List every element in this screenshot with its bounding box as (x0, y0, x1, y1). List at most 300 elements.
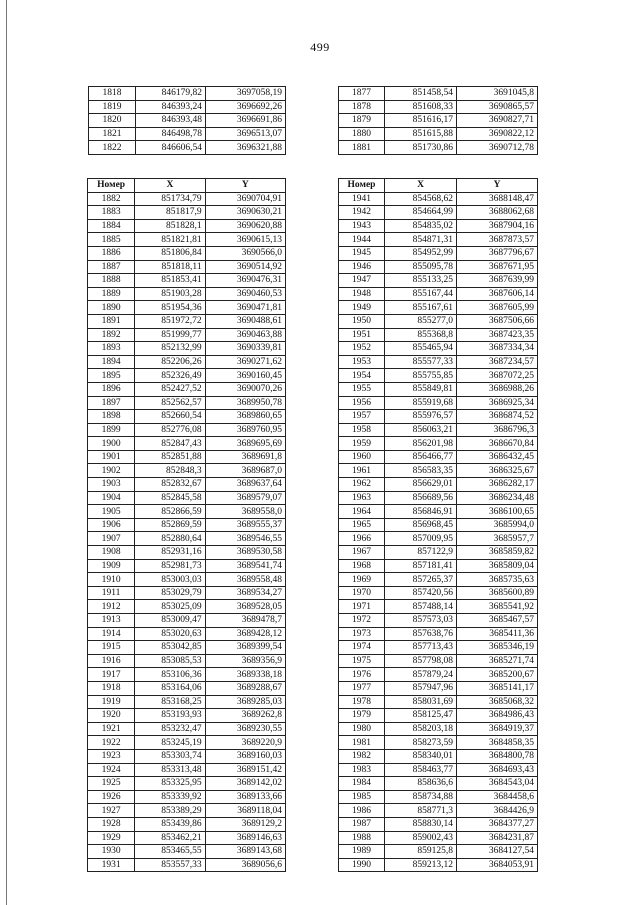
point-number: 1909 (88, 559, 135, 573)
point-number: 1986 (339, 804, 385, 818)
point-number: 1925 (88, 777, 135, 791)
x-coordinate: 855919,68 (385, 396, 457, 410)
x-coordinate: 855368,8 (385, 328, 457, 342)
table-row (339, 301, 538, 315)
x-coordinate: 851903,28 (135, 287, 205, 301)
y-coordinate: 3687234,57 (457, 355, 538, 369)
coordinates-table-right (338, 178, 538, 872)
y-coordinate: 3685346,19 (457, 641, 538, 655)
y-coordinate: 3686325,67 (457, 464, 538, 478)
x-coordinate: 846179,82 (136, 87, 206, 101)
y-coordinate: 3689288,67 (205, 681, 285, 695)
x-coordinate: 853193,93 (135, 709, 205, 723)
x-coordinate: 853325,95 (135, 777, 205, 791)
table-row (339, 532, 538, 546)
y-coordinate: 3696321,88 (206, 141, 286, 155)
y-coordinate: 3689528,05 (205, 600, 285, 614)
point-number: 1943 (339, 219, 385, 233)
y-coordinate: 3689579,07 (205, 491, 285, 505)
table-row (88, 410, 286, 424)
table-row (88, 505, 286, 519)
x-coordinate: 852206,26 (135, 355, 205, 369)
point-number: 1893 (88, 342, 135, 356)
y-coordinate: 3686925,34 (457, 396, 538, 410)
x-coordinate: 855755,85 (385, 369, 457, 383)
x-coordinate: 853029,79 (135, 586, 205, 600)
point-number: 1971 (339, 600, 385, 614)
table-row (339, 709, 538, 723)
table-row (339, 114, 538, 128)
point-number: 1819 (89, 100, 136, 114)
point-number: 1902 (88, 464, 135, 478)
point-number: 1980 (339, 722, 385, 736)
point-number: 1983 (339, 763, 385, 777)
point-number: 1900 (88, 437, 135, 451)
y-coordinate: 3685809,04 (457, 559, 538, 573)
table-row (88, 450, 286, 464)
x-coordinate: 853389,29 (135, 804, 205, 818)
y-coordinate: 3687671,95 (457, 260, 538, 274)
y-coordinate: 3687796,67 (457, 246, 538, 260)
x-coordinate: 852562,57 (135, 396, 205, 410)
table-row (339, 573, 538, 587)
x-coordinate: 857798,08 (385, 654, 457, 668)
x-coordinate: 856201,98 (385, 437, 457, 451)
point-number: 1917 (88, 668, 135, 682)
table-row (88, 287, 286, 301)
x-coordinate: 852931,16 (135, 546, 205, 560)
x-coordinate: 855167,61 (385, 301, 457, 315)
header-y: Y (205, 179, 285, 193)
table-row (88, 695, 286, 709)
y-coordinate: 3689262,8 (205, 709, 285, 723)
point-number: 1952 (339, 342, 385, 356)
point-number: 1920 (88, 709, 135, 723)
point-number: 1945 (339, 246, 385, 260)
point-number: 1931 (88, 858, 135, 872)
x-coordinate: 857122,9 (385, 546, 457, 560)
y-coordinate: 3689687,0 (205, 464, 285, 478)
table-row (339, 100, 538, 114)
point-number: 1884 (88, 219, 135, 233)
table-row (88, 478, 286, 492)
x-coordinate: 858734,88 (385, 790, 457, 804)
y-coordinate: 3689950,78 (205, 396, 285, 410)
y-coordinate: 3689160,03 (205, 749, 285, 763)
point-number: 1916 (88, 654, 135, 668)
point-number: 1927 (88, 804, 135, 818)
y-coordinate: 3689399,54 (205, 641, 285, 655)
x-coordinate: 851615,88 (385, 127, 457, 141)
x-coordinate: 852847,43 (135, 437, 205, 451)
table-row (339, 614, 538, 628)
point-number: 1984 (339, 777, 385, 791)
y-coordinate: 3689555,37 (205, 518, 285, 532)
header-number: Номер (88, 179, 135, 193)
x-coordinate: 858636,6 (385, 777, 457, 791)
point-number: 1891 (88, 314, 135, 328)
x-coordinate: 853168,25 (135, 695, 205, 709)
table-row (88, 573, 286, 587)
y-coordinate: 3689133,66 (205, 790, 285, 804)
y-coordinate: 3689143,68 (205, 845, 285, 859)
table-row (339, 600, 538, 614)
point-number: 1904 (88, 491, 135, 505)
table-row (339, 287, 538, 301)
point-number: 1912 (88, 600, 135, 614)
y-coordinate: 3690460,53 (205, 287, 285, 301)
x-coordinate: 852851,88 (135, 450, 205, 464)
point-number: 1911 (88, 586, 135, 600)
point-number: 1879 (339, 114, 385, 128)
y-coordinate: 3686100,65 (457, 505, 538, 519)
x-coordinate: 855277,0 (385, 314, 457, 328)
table-row (339, 695, 538, 709)
x-coordinate: 852326,49 (135, 369, 205, 383)
x-coordinate: 857713,43 (385, 641, 457, 655)
y-coordinate: 3690620,88 (205, 219, 285, 233)
table-row (339, 777, 538, 791)
point-number: 1942 (339, 206, 385, 220)
y-coordinate: 3689285,03 (205, 695, 285, 709)
table-row (339, 396, 538, 410)
x-coordinate: 858125,47 (385, 709, 457, 723)
y-coordinate: 3690630,21 (205, 206, 285, 220)
table-row (339, 478, 538, 492)
point-number: 1946 (339, 260, 385, 274)
table-row (88, 342, 286, 356)
point-number: 1941 (339, 192, 385, 206)
x-coordinate: 851853,41 (135, 274, 205, 288)
x-coordinate: 855465,94 (385, 342, 457, 356)
y-coordinate: 3689118,04 (205, 804, 285, 818)
table-header-row (339, 179, 538, 193)
table-row (88, 233, 286, 247)
x-coordinate: 853106,36 (135, 668, 205, 682)
x-coordinate: 855095,78 (385, 260, 457, 274)
point-number: 1944 (339, 233, 385, 247)
point-number: 1914 (88, 627, 135, 641)
x-coordinate: 857265,37 (385, 573, 457, 587)
y-coordinate: 3696692,26 (206, 100, 286, 114)
y-coordinate: 3684919,37 (457, 722, 538, 736)
y-coordinate: 3689760,95 (205, 423, 285, 437)
x-coordinate: 857638,76 (385, 627, 457, 641)
x-coordinate: 852869,59 (135, 518, 205, 532)
point-number: 1881 (339, 141, 385, 155)
x-coordinate: 851608,33 (385, 100, 457, 114)
y-coordinate: 3685467,57 (457, 614, 538, 628)
table-row (88, 246, 286, 260)
x-coordinate: 851458,54 (385, 87, 457, 101)
x-coordinate: 854835,02 (385, 219, 457, 233)
table-row (339, 831, 538, 845)
table-row (89, 100, 286, 114)
x-coordinate: 851616,17 (385, 114, 457, 128)
y-coordinate: 3688148,47 (457, 192, 538, 206)
y-coordinate: 3689534,27 (205, 586, 285, 600)
y-coordinate: 3684543,04 (457, 777, 538, 791)
point-number: 1990 (339, 858, 385, 872)
table-row (88, 681, 286, 695)
table-row (339, 763, 538, 777)
table-row (339, 491, 538, 505)
y-coordinate: 3686282,17 (457, 478, 538, 492)
table-row (88, 546, 286, 560)
table-row (88, 559, 286, 573)
point-number: 1897 (88, 396, 135, 410)
table-row (88, 763, 286, 777)
x-coordinate: 852776,08 (135, 423, 205, 437)
point-number: 1924 (88, 763, 135, 777)
table-row (88, 790, 286, 804)
table-row (88, 736, 286, 750)
table-row (88, 260, 286, 274)
table-row (88, 749, 286, 763)
table-row (88, 206, 286, 220)
y-coordinate: 3684377,27 (457, 817, 538, 831)
point-number: 1948 (339, 287, 385, 301)
table-row (339, 518, 538, 532)
x-coordinate: 852880,64 (135, 532, 205, 546)
table-row (339, 736, 538, 750)
table-row (339, 355, 538, 369)
table-row (339, 654, 538, 668)
point-number: 1950 (339, 314, 385, 328)
x-coordinate: 857879,24 (385, 668, 457, 682)
y-coordinate: 3689338,18 (205, 668, 285, 682)
point-number: 1877 (339, 87, 385, 101)
x-coordinate: 851734,79 (135, 192, 205, 206)
table-row (339, 192, 538, 206)
x-coordinate: 854664,99 (385, 206, 457, 220)
table-row (88, 858, 286, 872)
y-coordinate: 3684693,43 (457, 763, 538, 777)
y-coordinate: 3690514,92 (205, 260, 285, 274)
table-row (88, 722, 286, 736)
point-number: 1977 (339, 681, 385, 695)
table-row (88, 654, 286, 668)
x-coordinate: 846498,78 (136, 127, 206, 141)
point-number: 1961 (339, 464, 385, 478)
point-number: 1885 (88, 233, 135, 247)
x-coordinate: 856629,01 (385, 478, 457, 492)
y-coordinate: 3687506,66 (457, 314, 538, 328)
x-coordinate: 851817,9 (135, 206, 205, 220)
point-number: 1890 (88, 301, 135, 315)
y-coordinate: 3687072,25 (457, 369, 538, 383)
x-coordinate: 856466,77 (385, 450, 457, 464)
point-number: 1889 (88, 287, 135, 301)
x-coordinate: 854871,31 (385, 233, 457, 247)
y-coordinate: 3690704,91 (205, 192, 285, 206)
y-coordinate: 3685994,0 (457, 518, 538, 532)
y-coordinate: 3689056,6 (205, 858, 285, 872)
point-number: 1969 (339, 573, 385, 587)
point-number: 1959 (339, 437, 385, 451)
point-number: 1976 (339, 668, 385, 682)
y-coordinate: 3689637,64 (205, 478, 285, 492)
table-row (339, 505, 538, 519)
header-number: Номер (339, 179, 385, 193)
point-number: 1923 (88, 749, 135, 763)
x-coordinate: 856968,45 (385, 518, 457, 532)
y-coordinate: 3689220,9 (205, 736, 285, 750)
x-coordinate: 851821,81 (135, 233, 205, 247)
point-number: 1982 (339, 749, 385, 763)
y-coordinate: 3690712,78 (457, 141, 538, 155)
table-row (89, 141, 286, 155)
table-row (339, 342, 538, 356)
y-coordinate: 3686432,45 (457, 450, 538, 464)
y-coordinate: 3690615,13 (205, 233, 285, 247)
table-row (339, 423, 538, 437)
y-coordinate: 3689546,55 (205, 532, 285, 546)
table-row (88, 614, 286, 628)
y-coordinate: 3689230,55 (205, 722, 285, 736)
point-number: 1962 (339, 478, 385, 492)
table-row (339, 314, 538, 328)
point-number: 1975 (339, 654, 385, 668)
x-coordinate: 852427,52 (135, 382, 205, 396)
y-coordinate: 3685735,63 (457, 573, 538, 587)
table-header-row (88, 179, 286, 193)
y-coordinate: 3687423,35 (457, 328, 538, 342)
x-coordinate: 858771,3 (385, 804, 457, 818)
x-coordinate: 855577,33 (385, 355, 457, 369)
x-coordinate: 846606,54 (136, 141, 206, 155)
table-row (339, 369, 538, 383)
table-row (339, 559, 538, 573)
y-coordinate: 3696513,07 (206, 127, 286, 141)
y-coordinate: 3689356,9 (205, 654, 285, 668)
table-row (339, 668, 538, 682)
point-number: 1930 (88, 845, 135, 859)
table-row (88, 845, 286, 859)
x-coordinate: 856846,91 (385, 505, 457, 519)
y-coordinate: 3690822,12 (457, 127, 538, 141)
y-coordinate: 3689695,69 (205, 437, 285, 451)
point-number: 1987 (339, 817, 385, 831)
y-coordinate: 3684458,6 (457, 790, 538, 804)
point-number: 1979 (339, 709, 385, 723)
y-coordinate: 3684231,87 (457, 831, 538, 845)
table-row (88, 369, 286, 383)
x-coordinate: 851828,1 (135, 219, 205, 233)
point-number: 1913 (88, 614, 135, 628)
x-coordinate: 858031,69 (385, 695, 457, 709)
table-row (339, 749, 538, 763)
table-row (88, 328, 286, 342)
y-coordinate: 3690070,26 (205, 382, 285, 396)
y-coordinate: 3685541,92 (457, 600, 538, 614)
table-row (339, 722, 538, 736)
y-coordinate: 3687334,34 (457, 342, 538, 356)
y-coordinate: 3684426,9 (457, 804, 538, 818)
point-number: 1915 (88, 641, 135, 655)
x-coordinate: 853313,48 (135, 763, 205, 777)
point-number: 1965 (339, 518, 385, 532)
point-number: 1878 (339, 100, 385, 114)
point-number: 1963 (339, 491, 385, 505)
y-coordinate: 3688062,68 (457, 206, 538, 220)
table-row (339, 274, 538, 288)
table-row (339, 233, 538, 247)
table-row (339, 382, 538, 396)
point-number: 1957 (339, 410, 385, 424)
y-coordinate: 3697058,19 (206, 87, 286, 101)
point-number: 1960 (339, 450, 385, 464)
table-row (339, 546, 538, 560)
x-coordinate: 853303,74 (135, 749, 205, 763)
x-coordinate: 855133,25 (385, 274, 457, 288)
table-row (88, 709, 286, 723)
y-coordinate: 3686670,84 (457, 437, 538, 451)
point-number: 1929 (88, 831, 135, 845)
point-number: 1898 (88, 410, 135, 424)
point-number: 1880 (339, 127, 385, 141)
y-coordinate: 3689428,12 (205, 627, 285, 641)
x-coordinate: 854952,99 (385, 246, 457, 260)
y-coordinate: 3685271,74 (457, 654, 538, 668)
x-coordinate: 859002,43 (385, 831, 457, 845)
point-number: 1974 (339, 641, 385, 655)
y-coordinate: 3687873,57 (457, 233, 538, 247)
x-coordinate: 857009,95 (385, 532, 457, 546)
y-coordinate: 3684053,91 (457, 858, 538, 872)
point-number: 1928 (88, 817, 135, 831)
point-number: 1899 (88, 423, 135, 437)
y-coordinate: 3689151,42 (205, 763, 285, 777)
x-coordinate: 852845,58 (135, 491, 205, 505)
point-number: 1922 (88, 736, 135, 750)
y-coordinate: 3690827,71 (457, 114, 538, 128)
x-coordinate: 846393,48 (136, 114, 206, 128)
y-coordinate: 3691045,8 (457, 87, 538, 101)
table-row (339, 328, 538, 342)
y-coordinate: 3685957,7 (457, 532, 538, 546)
x-coordinate: 858203,18 (385, 722, 457, 736)
point-number: 1921 (88, 722, 135, 736)
y-coordinate: 3685200,67 (457, 668, 538, 682)
x-coordinate: 851954,36 (135, 301, 205, 315)
x-coordinate: 852981,73 (135, 559, 205, 573)
x-coordinate: 853465,55 (135, 845, 205, 859)
point-number: 1818 (89, 87, 136, 101)
point-number: 1953 (339, 355, 385, 369)
y-coordinate: 3689478,7 (205, 614, 285, 628)
y-coordinate: 3689530,58 (205, 546, 285, 560)
point-number: 1954 (339, 369, 385, 383)
point-number: 1989 (339, 845, 385, 859)
table-row (339, 87, 538, 101)
point-number: 1970 (339, 586, 385, 600)
y-coordinate: 3689129,2 (205, 817, 285, 831)
point-number: 1901 (88, 450, 135, 464)
y-coordinate: 3689691,8 (205, 450, 285, 464)
table-row (89, 87, 286, 101)
x-coordinate: 856689,56 (385, 491, 457, 505)
table-row (88, 641, 286, 655)
point-number: 1887 (88, 260, 135, 274)
y-coordinate: 3685141,17 (457, 681, 538, 695)
y-coordinate: 3690865,57 (457, 100, 538, 114)
point-number: 1956 (339, 396, 385, 410)
table-row (88, 491, 286, 505)
point-number: 1910 (88, 573, 135, 587)
x-coordinate: 853085,53 (135, 654, 205, 668)
point-number: 1907 (88, 532, 135, 546)
